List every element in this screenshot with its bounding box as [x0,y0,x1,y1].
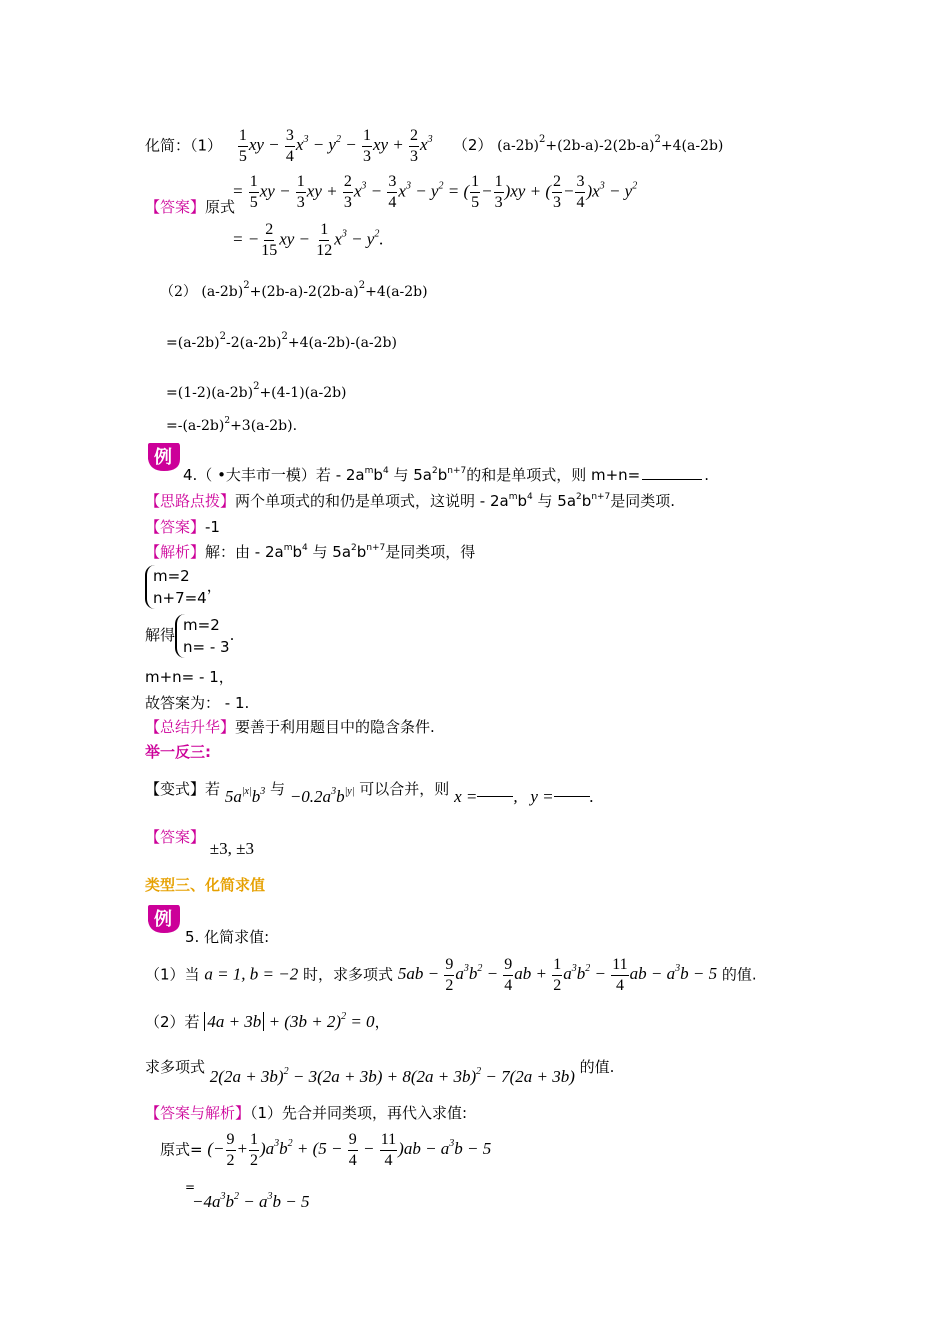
q4-mn: m+n= - 1， [145,668,234,686]
q5-step2: $-4a^3b^2 - a^3b - 5$ [192,1191,310,1211]
part2-expr: $(a-2b)^2+(2b-a)-2(2b-a)^2+4(a-2b)$ [497,134,724,155]
answer1-label-line [145,198,235,216]
answer1-result: = − $\frac{2}{15}$ xy − $\frac{1}{12}$ $x^3 - y^2$. [232,221,384,259]
q5-part1: （1）当 a = 1, b = −2 时，求多项式 5ab − $\frac{9}{2}$ $a^3b^2$ − $\frac{9}{4}$ ab + $\frac{1}{2}$ $a^3b^2$ − $\frac{11}{4}$ ab − $a^3b - 5$ 的值. [145,956,757,994]
q5-part2: （2）若 $4a + 3b + (3b + 2)^2 = 0$， [145,1011,390,1031]
svg-text:例: 例 [154,909,172,930]
q5-eq: = [185,1180,196,1194]
variant-line: 【变式】若 $5a^{|x|}b^3$ 与 $-0.2a^3b^{|y|}$ 可以合并，则 x = , y = . [145,780,594,806]
q5-polynomial: 求多项式 $2(2a + 3b)^2 - 3(2a + 3b) + 8(2a + 3b)^2 - 7(2a + 3b)$ 的值. [145,1058,615,1086]
q5-answer: 【答案与解析】（1）先合并同类项，再代入求值: [145,1104,468,1122]
example-badge-icon-2 [146,903,182,935]
q4-analysis: 【解析】解：由 - $2a^mb^4$ 与 $5a^2b^{n+7}$是同类项，得 [145,543,476,561]
q4-final: 故答案为： - 1. [145,694,250,712]
q4-hint: 【思路点拨】两个单项式的和仍是单项式，这说明 - $2a^mb^4$ 与 $5a^2b^{n+7}$是同类项. [145,492,676,510]
variant-answer: 【答案】 ±3, ±3 [145,828,254,858]
yuanshi: 原式 [205,198,236,216]
part2-label: （2） [452,136,493,155]
q5-title: 5. 化简求值: [185,928,270,946]
svg-text:例: 例 [154,447,172,468]
step2-c: $=(1-2)(a-2b)^2+(4-1)(a-2b)$ [166,381,347,401]
answer-blank[interactable] [642,479,702,480]
q4-system1: m=2 n+7=4， [145,565,222,609]
q4-line: 4.（ •大丰市一模）若 - $2a^mb^4$ 与 $5a^2b^{n+7}$的和是单项式，则 m+n= . [183,466,710,484]
step2-b: $=(a-2b)^2-2(a-2b)^2+4(a-2b)-(a-2b)$ [166,331,397,351]
q4-system2: 解得m=2 n= - 3. [145,616,235,656]
juyi-heading: 举一反三: [145,743,211,761]
example-badge-icon [146,441,182,473]
problem-label: 化简：（1） [145,136,223,155]
answer-label: 【答案】 [145,198,206,216]
problem-line [145,126,723,167]
answer1-step1: = $\frac{1}{5}$ xy − $\frac{1}{3}$ xy + $\frac{2}{3}$ $x^3$ − $\frac{3}{4}$ $x^3 - y^2$ = ( $\frac{1}{5}$ − $\frac{1}{3}$ )xy + ( $\frac{2}{3}$ − $\frac{3}{4}$ )$x^3 - y^2$ [232,173,638,211]
q4-summary: 【总结升华】要善于利用题目中的隐含条件. [145,718,435,736]
step2-a: （2） $(a-2b)^2+(2b-a)-2(2b-a)^2+4(a-2b)$ [160,280,428,300]
section-title: 类型三、化简求值 [145,876,266,894]
q5-step1: 原式= (− $\frac{9}{2}$ + $\frac{1}{2}$ )$a^3b^2 + (5$ − $\frac{9}{4}$ − $\frac{11}{4}$ )$ab - a^3b - 5$ [160,1131,492,1169]
step2-d: $=-(a-2b)^2+3(a-2b)$. [166,416,298,434]
q4-answer: 【答案】-1 [145,518,220,536]
expr-1: $\frac{1}{5}$ xy − $\frac{3}{4}$ $x^3 - y^2$ − $\frac{1}{3}$ xy + $\frac{2}{3}$ $x^3$ [238,127,433,165]
